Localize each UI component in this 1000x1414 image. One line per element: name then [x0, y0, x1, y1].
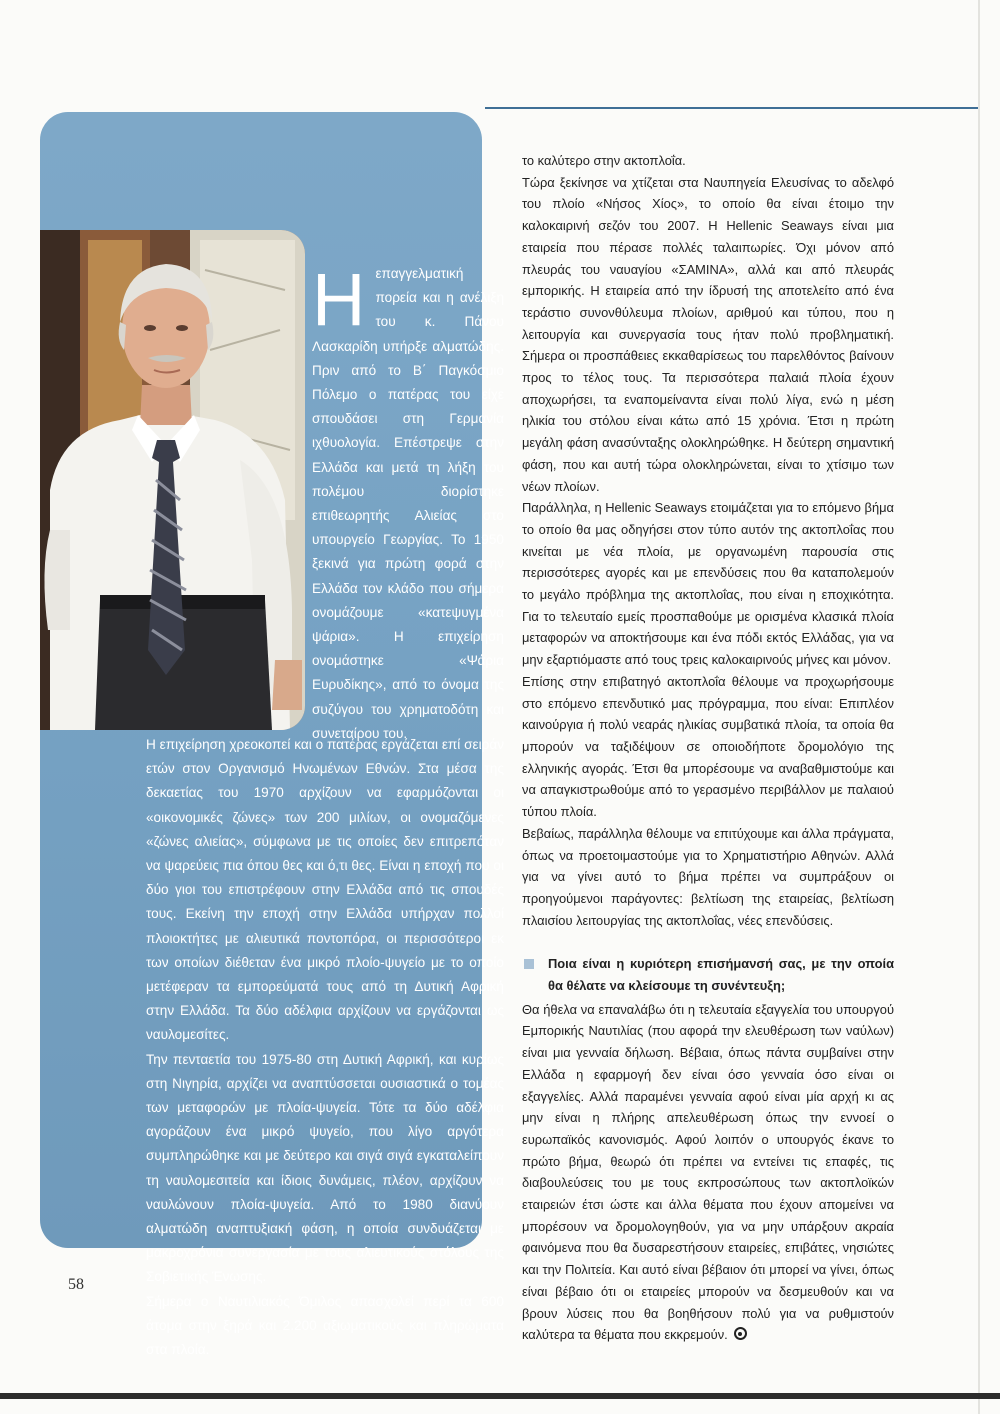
answer-paragraph	[522, 999, 894, 1346]
body-paragraph: Παράλληλα, η Hellenic Seaways ετοιμάζεται για το επόμενο βήμα το οποίο θα μας οδηγήσει στον τύπο αυτόν της ακτοπλοΐας που κινείται με νέα πλοία, με οργανωμένη παρουσία στις περισσότερες αγορές και με επενδύσεις που θα καταπολεμούν το μεγάλο πρόβλημα της ακτοπλοΐας, που είναι η εποχικότητα. Για το τελευταίο εμείς προσπαθούμε με ορισμένα κλασικά πλοία μεταφορών να αποκτήσουμε και ένα πόδι εκτός Ελλάδας, για να μην εξαρτιόμαστε από τους τρεις καλοκαιρινούς μήνες και μόνον.	[522, 500, 894, 668]
opening-text: επαγγελματική πορεία και η ανέλιξη του κ. Πάνου Λασκαρίδη υπήρξε αλματώδης. Πριν από το Β΄ Παγκόσμιο Πόλεμο ο πατέρας του είχε σπουδάσει στη Γερμανία ιχθυολογία. Επέστρεψε στην Ελλάδα και μετά τη λήξη του πολέμου διορίστηκε επιθεωρητής Αλιείας στο υπουργείο Γεωργίας. Το 1950 ξεκινά για πρώτη φορά στην Ελλάδα τον κλάδο που σήμερα ονομάζουμε «κατεψυγμένα ψάρια». Η επιχείρηση ονομάστηκε «Ψάρια Ευρυδίκης», από το όνομα της συζύγου του χρηματοδότη και συνεταίρου του.	[312, 266, 504, 741]
answer-text: Θα ήθελα να επαναλάβω ότι η τελευταία εξαγγελία του υπουργού Εμπορικής Ναυτιλίας (που αφορά την ελευθέρωση των ναύλων) είναι μια γενναία δήλωση. Βέβαια, όπως πάντα συμβαίνει στην Ελλάδα η εφαρμογή δεν είναι όσο γενναία όσο είναι οι εξαγγελίες. Αλλά παραμένει γενναία αφού είναι μία αρχή κι ας μην είναι η πλήρης απελευθέρωση όπως την εννοεί ο ευρωπαϊκός κανονισμός. Αφού λοιπόν ο υπουργός έκανε το πρώτο βήμα, θεωρώ ότι πρέπει να εντείνει τις επαφές, τις διαβουλεύσεις του με τους εκπροσώπους των ακτοπλοϊκών εταιρειών έτσι ώστε και άλλα θέματα που έχουν απομείνει να μπορέσουν να δρομολογηθούν, για να μην υπάρξουν ακραία φαινόμενα που θα δυσαρεστήσουν εταιρείες, επιβάτες, νησιώτες και την Πολιτεία. Και αυτό είναι βέβαιον ότι μπορεί να γίνει, όπως είναι βέβαιο ότι οι εταιρείες μπορούν να δεσμευθούν και να βρουν λύσεις που θα βοηθήσουν πολύ για να ρυθμιστούν καλύτερα τα θέματα που εκκρεμούν.	[522, 1001, 894, 1343]
end-of-article-icon	[734, 1327, 747, 1340]
top-rule	[485, 107, 978, 109]
page-edge	[978, 0, 980, 1414]
question-marker-icon	[524, 959, 534, 969]
opening-paragraph	[312, 258, 504, 746]
sidebar-panel	[40, 112, 504, 1358]
body-paragraph: το καλύτερο στην ακτοπλοΐα.	[522, 153, 686, 168]
right-column	[522, 150, 894, 1346]
drop-cap: Η	[312, 258, 366, 341]
panel-paragraph: Την πενταετία του 1975-80 στη Δυτική Αφρική, και κυρίως στη Νιγηρία, αρχίζει να αναπτύσσεται ουσιαστικά ο τομέας των μεταφορών με πλοία-ψυγεία. Τότε τα δύο αδέλφια αγοράζουν ένα μικρό ψυγείο, που λίγο αργότερα συμπληρώθηκε και με δεύτερο και σιγά σιγά εγκαταλείπουν τη ναυλομεσιτεία και ίδιοις δυνάμεις, πλέον, αρχίζουν να ναυλώνουν πλοία-ψυγεία. Από το 1980 διανύουν αλματώδη αναπτυξιακή φάση, η οποία συνδυάζεται με μακροχρόνια συνεργασία με τους αλιευτικούς στόλους της Σοβιετικής Ένωσης.	[146, 1051, 504, 1285]
bottom-rule	[0, 1393, 1000, 1399]
panel-body	[146, 733, 504, 1362]
question-text: Ποια είναι η κυριότερη επισήμανσή σας, με την οποία θα θέλατε να κλείσουμε τη συνέντευξη;	[548, 956, 894, 994]
page-number: 58	[68, 1276, 84, 1293]
body-paragraph: Βεβαίως, παράλληλα θέλουμε να επιτύχουμε και άλλα πράγματα, όπως να προετοιμαστούμε για το Χρηματιστήριο Αθηνών. Αλλά για να γίνει αυτό το βήμα πρέπει να συμπράξουν οι προηγούμενοι παράγοντες: βελτίωση της εταιρείας, βελτίωση πλαισίου λειτουργίας της ακτοπλοΐας, νέες επενδύσεις.	[522, 825, 894, 928]
body-paragraph: Τώρα ξεκίνησε να χτίζεται στα Ναυπηγεία Ελευσίνας το αδελφό του πλοίο «Νήσος Χίος», το οποίο θα είναι έτοιμο την καλοκαιρινή σεζόν του 2007. Η Hellenic Seaways είναι μια εταιρεία που πέρασε πολλές ταλαιπωρίες. Όχι μόνον από πλευράς του ναυαγίου «ΣΑΜΙΝΑ», αλλά και από πλευράς εμπορικής. Η εταιρεία από την ίδρυσή της αποτελείτο από ένα τεράστιο συνονθύλευμα πλοίων, αριθμού και τύπου, που η λειτουργία και συνεργασία τους ήταν πολύ προβληματική. Σήμερα οι προσπάθειες εκκαθαρίσεως του παρελθόντος βαίνουν προς το τέλος τους. Τα περισσότερα παλαιά πλοία έχουν αποχωρήσει, τα εναπομείναντα είναι πολύ λίγα, ενώ η μέση ηλικία του στόλου είναι κάτω από 15 χρόνια. Έτσι η πρώτη μεγάλη φάση ανασύνταξης ολοκληρώθηκε. Η δεύτερη σημαντική φάση, που και αυτή τώρα ολοκληρώνεται, είναι το χτίσιμο των νέων πλοίων.	[522, 174, 894, 494]
portrait-image	[40, 230, 305, 730]
portrait-photo	[40, 230, 305, 730]
interview-question	[522, 953, 894, 996]
panel-paragraph: Η επιχείρηση χρεοκοπεί και ο πατέρας εργάζεται επί σειράν ετών στον Οργανισμό Ηνωμένων Εθνών. Στα μέσα της δεκαετίας του 1970 αρχίζουν να εφαρμόζονται οι «οικονομικές ζώνες» των 200 μιλίων, οι ονομαζόμενες «ζώνες αλιείας», σύμφωνα με τις οποίες δεν επιτρεπόταν να ψαρεύεις πια όπου θες και ό,τι θες. Είναι η εποχή που οι δύο γιοι του επιστρέφουν στην Ελλάδα από τις σπουδές τους. Εκείνη την εποχή στην Ελλάδα υπήρχαν πολλοί πλοιοκτήτες με αλιευτικά ποντοπόρα, οι περισσότεροι εκ των οποίων διέθεταν ένα μικρό πλοίο-ψυγείο με το οποίο μετέφεραν τα εμπορεύματά τους από τη Δυτική Αφρική στην Ελλάδα. Τα δύο αδέλφια αρχίζουν να εργάζονται ως ναυλομεσίτες.	[146, 737, 504, 1043]
panel-paragraph: Σήμερα ο Ναυτιλιακός Όμιλος απασχολεί περί τα 600 άτομα στην ξηρά και 2.200 αξιωματικούς και πληρώματα στα πλοία.	[146, 1293, 504, 1358]
body-paragraph: Επίσης στην επιβατηγό ακτοπλοΐα θέλουμε να προχωρήσουμε στο επόμενο επενδυτικό μας πρόγραμμα, που είναι: Επιπλέον καινούργια ή πολύ νεαράς ηλικίας συμβατικά πλοία, τα οποία θα μπορούν να ταξιδέψουν σε οποιοδήποτε δρομολόγιο της ελληνικής αγοράς. Έτσι θα μπορέσουμε να αναβαθμιστούμε και να απαγκιστρωθούμε από το γερασμένο περιβάλλον με παλαιού τύπου πλοία.	[522, 673, 894, 820]
